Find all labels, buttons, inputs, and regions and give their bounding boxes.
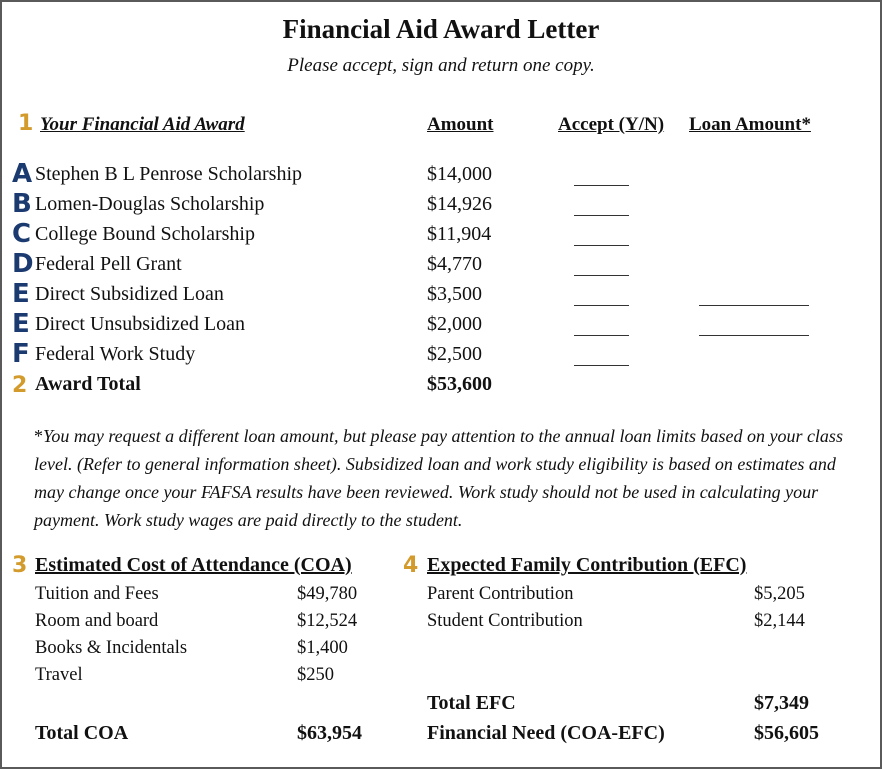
award-item-label: Federal Work Study [35, 343, 196, 365]
award-item-letter: A [12, 159, 33, 189]
financial-need-label: Financial Need (COA-EFC) [427, 722, 665, 744]
efc-total-amount: $7,349 [754, 692, 809, 714]
award-item-label: Direct Unsubsidized Loan [35, 313, 245, 335]
award-item-letter: E [12, 309, 30, 339]
loan-amount-blank[interactable] [699, 305, 809, 306]
page-title: Financial Aid Award Letter [282, 14, 600, 44]
accept-blank[interactable] [574, 335, 629, 336]
award-item-amount: $2,000 [427, 313, 482, 335]
award-item-letter: F [12, 339, 30, 369]
efc-heading: Expected Family Contribution (EFC) [427, 554, 747, 576]
efc-item-label: Student Contribution [427, 611, 583, 631]
note-text: You may request a different loan amount, but please pay attention to the annual loan limits based on your class level. (Refer to general information sheet). Subsidized loan and work study eligibility is based on estimates and may change once your FAFSA results have been reviewed. Work study should not be used in calculating your payment. Work study wages are paid directly to the student. [34, 426, 843, 530]
coa-heading: Estimated Cost of Attendance (COA) [35, 554, 352, 576]
award-item-letter: B [12, 189, 32, 219]
loan-amount-blank[interactable] [699, 335, 809, 336]
award-item-amount: $4,770 [427, 253, 482, 275]
award-item-amount: $2,500 [427, 343, 482, 365]
accept-blank[interactable] [574, 365, 629, 366]
loan-amount-column-header: Loan Amount* [689, 114, 811, 135]
financial-need-amount: $56,605 [754, 722, 819, 744]
award-item-label: Federal Pell Grant [35, 253, 182, 275]
coa-item-label: Books & Incidentals [35, 638, 188, 658]
note-asterisk: * [34, 426, 43, 446]
award-item-label: Stephen B L Penrose Scholarship [35, 163, 303, 185]
award-item-amount: $3,500 [427, 283, 482, 305]
section-2-badge: 2 [12, 373, 28, 398]
efc-item-amount: $5,205 [754, 584, 805, 604]
coa-item-amount: $49,780 [297, 584, 358, 604]
accept-blank[interactable] [574, 275, 629, 276]
coa-item-amount: $12,524 [297, 611, 358, 631]
section-3-badge: 3 [12, 553, 28, 578]
award-item-label: College Bound Scholarship [35, 223, 255, 245]
award-item-letter: E [12, 279, 30, 309]
accept-blank[interactable] [574, 305, 629, 306]
efc-total-label: Total EFC [427, 692, 516, 714]
accept-blank[interactable] [574, 215, 629, 216]
coa-item-label: Tuition and Fees [35, 584, 159, 604]
coa-total-amount: $63,954 [297, 722, 362, 744]
coa-item-amount: $1,400 [297, 638, 348, 658]
section-4-badge: 4 [403, 553, 419, 578]
coa-item-label: Room and board [35, 611, 159, 631]
award-total-amount: $53,600 [427, 373, 492, 395]
award-total-label: Award Total [35, 373, 141, 395]
award-item-amount: $14,926 [427, 193, 492, 215]
coa-item-amount: $250 [297, 665, 334, 685]
award-item-label: Lomen-Douglas Scholarship [35, 193, 265, 215]
award-item-amount: $14,000 [427, 163, 492, 185]
efc-item-amount: $2,144 [754, 611, 805, 631]
page-subtitle: Please accept, sign and return one copy. [287, 55, 595, 76]
award-item-label: Direct Subsidized Loan [35, 283, 224, 305]
accept-blank[interactable] [574, 185, 629, 186]
loan-note [34, 422, 864, 534]
award-heading: Your Financial Aid Award [40, 114, 245, 135]
coa-total-label: Total COA [35, 722, 129, 744]
award-item-letter: D [12, 249, 34, 279]
accept-blank[interactable] [574, 245, 629, 246]
section-1-badge: 1 [18, 111, 34, 136]
award-item-letter: C [12, 219, 32, 249]
amount-column-header: Amount [427, 114, 494, 135]
efc-item-label: Parent Contribution [427, 584, 574, 604]
award-item-amount: $11,904 [427, 223, 492, 245]
accept-column-header: Accept (Y/N) [558, 114, 665, 135]
coa-item-label: Travel [35, 665, 83, 685]
